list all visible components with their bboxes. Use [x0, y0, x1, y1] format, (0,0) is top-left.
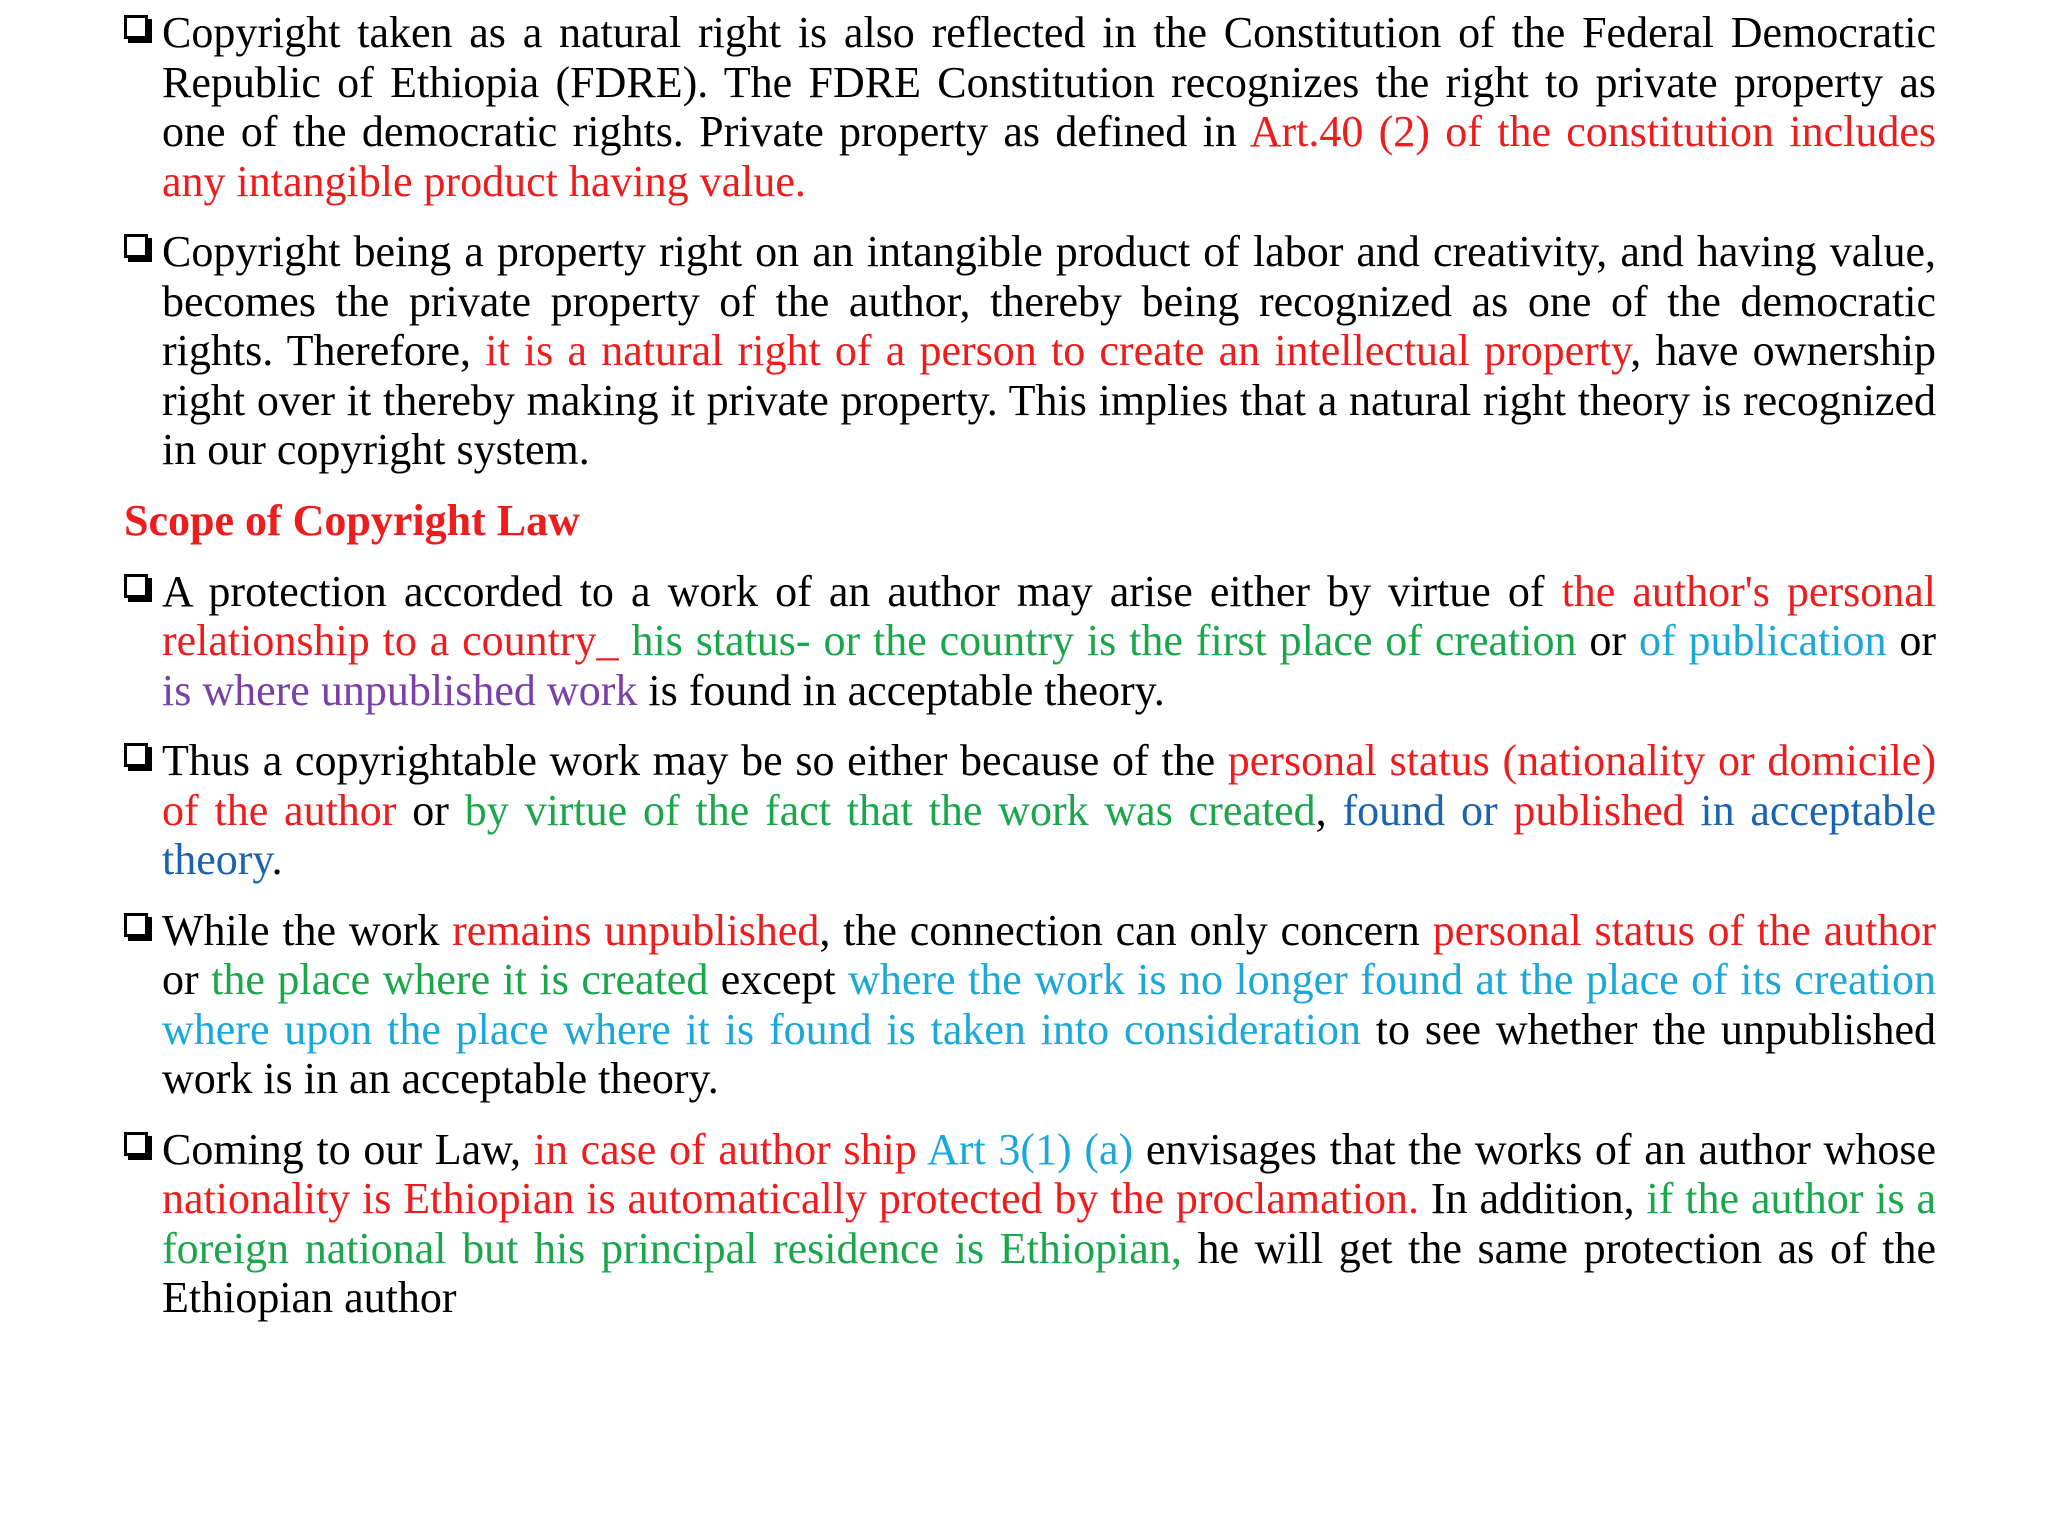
text-run: While the work: [162, 905, 453, 955]
highlight-cyan: Art 3(1) (a): [916, 1124, 1134, 1174]
checkbox-square-icon: [124, 743, 148, 767]
text-run: or: [396, 785, 465, 835]
text-run: , the connection can only concern: [819, 905, 1433, 955]
highlight-green: the place where it is created: [211, 955, 709, 1004]
bullet-paragraph-3: [124, 567, 1936, 716]
checkbox-square-icon: [124, 1132, 148, 1156]
text-run: Coming to our Law,: [162, 1124, 534, 1174]
text-run: envisages that the works of an author whose: [1133, 1124, 1936, 1174]
bullet-paragraph-6: [124, 1125, 1936, 1323]
slide-content: [124, 8, 1936, 1344]
checkbox-square-icon: [124, 913, 148, 937]
text-run: or: [1576, 616, 1639, 665]
text-run: except: [708, 955, 849, 1004]
text-run: or: [1886, 616, 1936, 665]
highlight-green: by virtue of the fact that the work was created: [464, 785, 1316, 835]
text-run: is found in acceptable theory.: [637, 665, 1165, 715]
highlight-purple: is where unpublished work: [162, 665, 638, 715]
highlight-green: his status- or the country is the first place of creation: [618, 616, 1577, 665]
bullet-paragraph-4: [124, 736, 1936, 885]
highlight-red: the author's personal relationship to a country_: [162, 566, 1936, 665]
highlight-red: personal status of the author: [1432, 905, 1936, 955]
highlight-red: nationality is Ethiopian is automatically protected by the proclamation.: [162, 1174, 1420, 1223]
text-run: Thus a copyrightable work may be so either because of the: [162, 736, 1228, 785]
highlight-red: published: [1497, 785, 1685, 835]
checkbox-square-icon: [124, 574, 148, 598]
text-run: or: [162, 955, 212, 1004]
highlight-cyan: where the work is no longer found at the place of its creation where upon the place where it is found is taken into consideration: [162, 955, 1936, 1054]
section-heading: Scope of Copyright Law: [124, 495, 580, 545]
text-run: Copyright taken as a natural right is also reflected in the Constitution of the Federal Democratic Republic of Ethiopia (FDRE). The FDRE Constitution recognizes the right to private property as one of the democratic rights. Private property as defined in: [162, 8, 1936, 156]
bullet-paragraph-5: [124, 906, 1936, 1104]
text-run: .: [271, 835, 283, 884]
text-run: ,: [1315, 785, 1343, 835]
highlight-red: it is a natural right of a person to create an intellectual property: [485, 326, 1631, 375]
bullet-paragraph-2: [124, 227, 1936, 475]
highlight-red: remains unpublished: [452, 905, 820, 955]
highlight-blue: found or: [1342, 785, 1498, 835]
text-run: , have ownership right over it thereby making it private property. This implies that a natural right theory is recognized in our copyright system.: [162, 326, 1936, 474]
checkbox-square-icon: [124, 234, 148, 258]
text-run: In addition,: [1419, 1174, 1647, 1223]
text-run: to see whether the unpublished work is in an acceptable theory.: [162, 1004, 1936, 1103]
highlight-red: personal status (nationality or domicile) of the author: [162, 736, 1936, 835]
highlight-cyan: of publication: [1638, 616, 1887, 665]
checkbox-square-icon: [124, 15, 148, 39]
text-run: Copyright being a property right on an intangible product of labor and creativity, and having value, becomes the private property of the author, thereby being recognized as one of the democratic rights. Therefore,: [162, 227, 1936, 375]
bullet-paragraph-1: [124, 8, 1936, 206]
text-run: he will get the same protection as of the Ethiopian author: [162, 1223, 1936, 1322]
text-run: A protection accorded to a work of an author may arise either by virtue of: [162, 566, 1562, 616]
highlight-green: if the author is a foreign national but his principal residence is Ethiopian,: [162, 1174, 1936, 1273]
highlight-red: Art.40 (2) of the constitution includes any intangible product having value.: [162, 107, 1936, 206]
highlight-blue: in acceptable theory: [162, 785, 1937, 884]
highlight-red: in case of author ship: [533, 1124, 917, 1174]
